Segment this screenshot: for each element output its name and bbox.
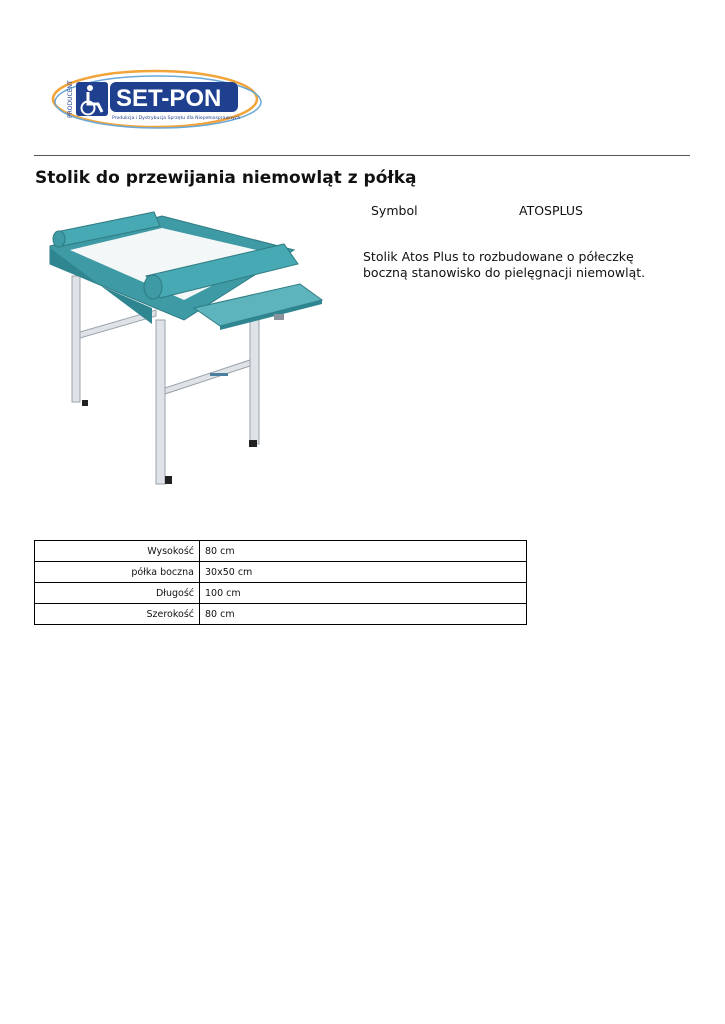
symbol-value: ATOSPLUS (519, 203, 583, 218)
spec-value: 100 cm (200, 583, 527, 604)
table-row (35, 583, 527, 604)
company-logo (50, 66, 265, 134)
spec-value: 80 cm (200, 604, 527, 625)
spec-value: 80 cm (200, 541, 527, 562)
set-pon-logo-graphic (50, 66, 265, 134)
logo-text: SET-PON (116, 85, 222, 112)
logo-tagline: Produkcja i Dystrybucja Sprzętu dla Niepełnosprawnych (112, 116, 241, 121)
product-description: Stolik Atos Plus to rozbudowane o półeczkę boczną stanowisko do pielęgnacji niemowląt. (363, 249, 646, 280)
baby-changing-table-image (44, 208, 326, 490)
product-title: Stolik do przewijania niemowląt z półką (35, 168, 417, 188)
spec-key: Szerokość (35, 604, 200, 625)
table-row (35, 562, 527, 583)
spec-key: Długość (35, 583, 200, 604)
spec-key: Wysokość (35, 541, 200, 562)
spec-value: 30x50 cm (200, 562, 527, 583)
header-divider (34, 155, 690, 156)
table-row (35, 541, 527, 562)
table-row (35, 604, 527, 625)
symbol-label: Symbol (371, 203, 418, 218)
wheelchair-icon (76, 82, 108, 116)
spec-key: półka boczna (35, 562, 200, 583)
logo-side-text: PRODUCENT (67, 80, 74, 118)
specifications-table (34, 540, 527, 625)
